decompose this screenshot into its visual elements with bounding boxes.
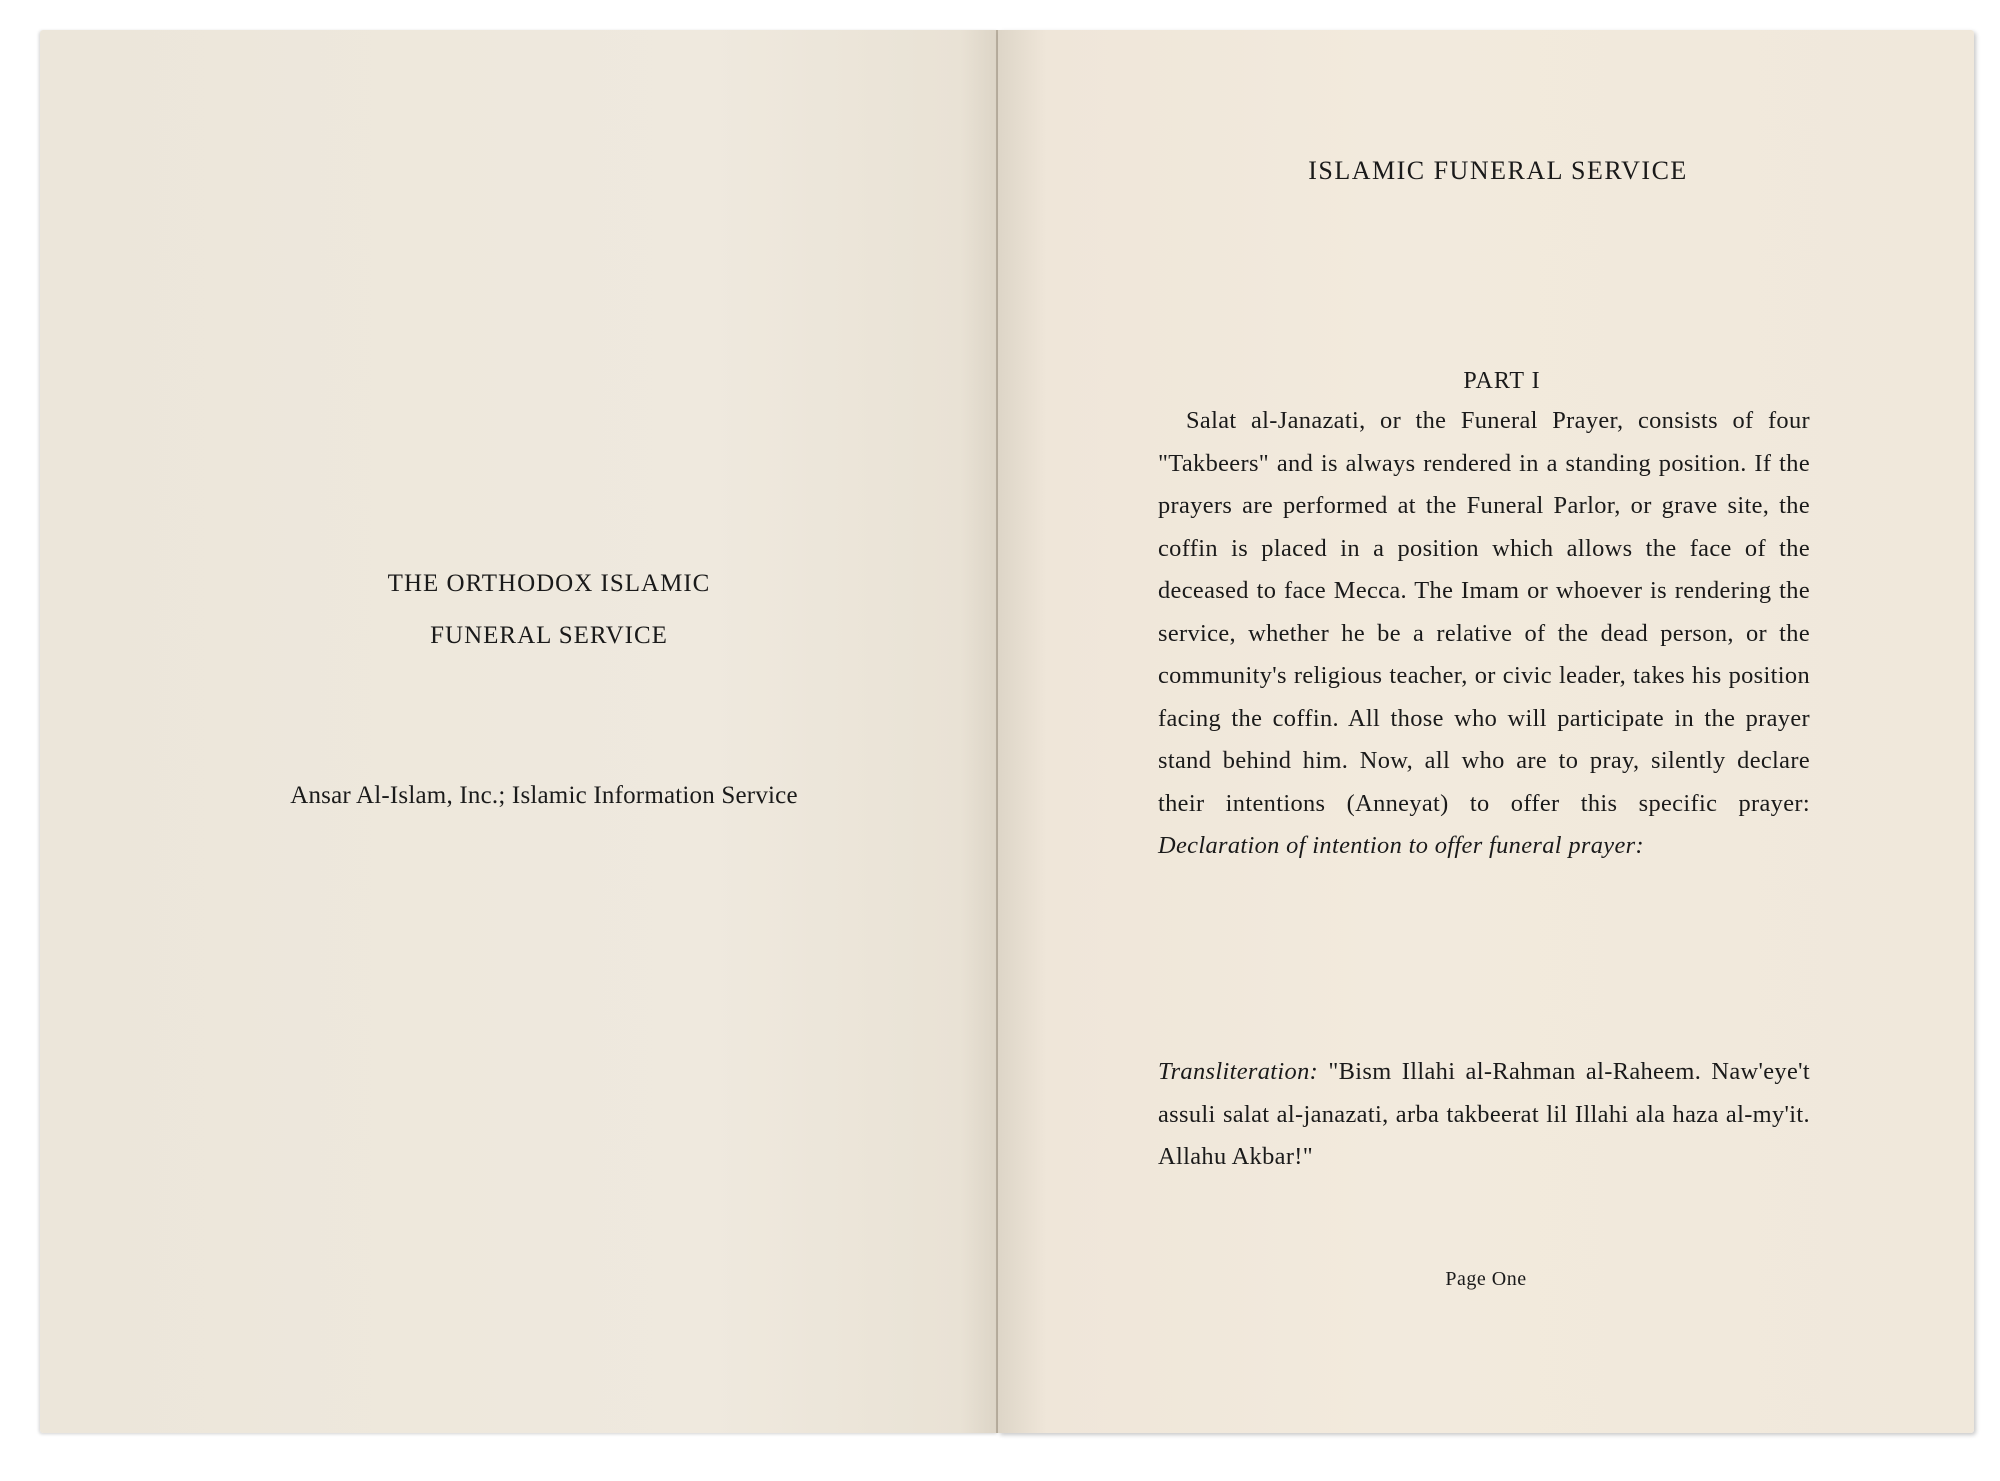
- publisher-line: Ansar Al-Islam, Inc.; Islamic Information Service: [290, 782, 798, 809]
- page-heading: ISLAMIC FUNERAL SERVICE: [1308, 156, 1688, 185]
- funeral-prayer-paragraph: [1158, 400, 1810, 868]
- left-page: [40, 30, 998, 1433]
- booklet-title-line2: FUNERAL SERVICE: [430, 622, 668, 649]
- transliteration-text: "Bism Illahi al-Rahman al-Raheem. Naw'eye't assuli salat al-janazati, arba takbeerat lil Illahi ala haza al-my'it. Allahu Akbar!": [1158, 1058, 1810, 1170]
- paragraph-text: Salat al-Janazati, or the Funeral Prayer, consists of four "Takbeers" and is always rendered in a standing position. If the prayers are performed at the Funeral Parlor, or grave site, the coffin is placed in a position which allows the face of the deceased to face Mecca. The Imam or whoever is rendering the service, whether he be a relative of the dead person, or the community's religious teacher, or civic leader, takes his position facing the coffin. All those who will participate in the prayer stand behind him. Now, all who are to pray, silently declare their intentions (Anneyat) to offer this specific prayer:: [1158, 407, 1810, 817]
- booklet-title-line1: THE ORTHODOX ISLAMIC: [387, 570, 711, 597]
- right-page: [998, 30, 1974, 1433]
- page-number: Page One: [1445, 1268, 1527, 1290]
- booklet-title: [70, 558, 1028, 662]
- declaration-label: Declaration of intention to offer funeral prayer:: [1158, 832, 1644, 859]
- transliteration-paragraph: [1158, 1051, 1810, 1179]
- part-heading: PART I: [1463, 368, 1541, 394]
- transliteration-label: Transliteration:: [1158, 1058, 1319, 1085]
